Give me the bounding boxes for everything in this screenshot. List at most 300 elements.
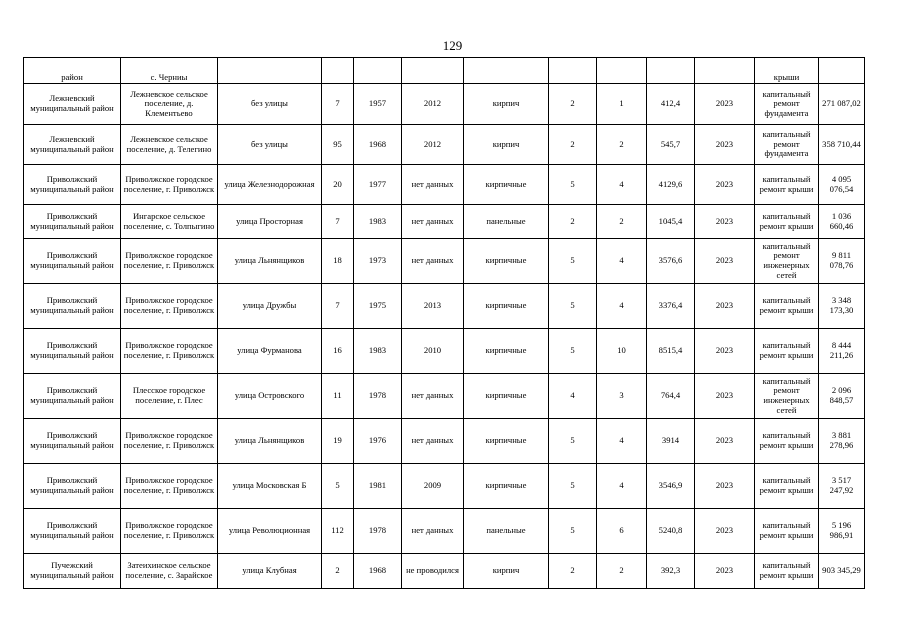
cell-text: кирпичные (485, 178, 527, 189)
cell-cost (819, 374, 865, 419)
cell-text: улица Московская Б (232, 480, 307, 491)
cell-entrances (597, 84, 647, 125)
cell-street (218, 205, 322, 239)
cell-text: 1045,4 (658, 215, 683, 226)
cell-walls (464, 464, 549, 509)
cell-text: 3914 (661, 435, 680, 446)
cell-text: капитальный ремонт крыши (759, 173, 814, 194)
cell-area (647, 284, 695, 329)
cell-text: 545,7 (660, 138, 681, 149)
cell-entrances (597, 165, 647, 205)
cell-text: Лежневский муниципальный район (30, 133, 114, 154)
cell-text: капитальный ремонт крыши (759, 430, 814, 450)
cell-walls (464, 84, 549, 125)
cell-area (647, 509, 695, 554)
cell-text: 412,4 (660, 98, 681, 109)
cell-text: Приволжское городское поселение, г. Приволжск (123, 340, 215, 360)
cell-text: 2 (335, 565, 340, 576)
cell-entrances (597, 58, 647, 84)
cell-text: Приволжское городское поселение, г. Приволжск (123, 295, 215, 315)
cell-text: улица Железнодорожная (224, 178, 315, 189)
cell-text: 764,4 (660, 390, 681, 401)
cell-cost (819, 58, 865, 84)
cell-work-type (755, 464, 819, 509)
cell-text: капитальный ремонт крыши (759, 475, 814, 495)
cell-text: нет данных (411, 390, 454, 401)
cell-text: улица Льнянщиков (234, 255, 305, 266)
cell-district (24, 554, 121, 589)
cell-text: кирпич (492, 98, 520, 109)
cell-area (647, 554, 695, 589)
cell-text: район (61, 72, 83, 83)
cell-text: капитальный ремонт инженерных сетей (762, 375, 811, 415)
cell-text: 1 036 660,46 (829, 210, 854, 231)
cell-settlement (121, 58, 218, 84)
cell-walls (464, 165, 549, 205)
cell-text: капитальный ремонт инженерных сетей (762, 240, 811, 280)
cell-year-built (354, 509, 402, 554)
cell-text: 2 (570, 565, 575, 576)
cell-area (647, 239, 695, 284)
cell-text: Приволжский муниципальный район (30, 385, 114, 405)
cell-district (24, 464, 121, 509)
cell-cost (819, 554, 865, 589)
cell-walls (464, 329, 549, 374)
cell-house (322, 419, 354, 464)
cell-text: 2 (619, 565, 624, 576)
cell-entrances (597, 554, 647, 589)
cell-plan-year (695, 58, 755, 84)
cell-plan-year (695, 125, 755, 165)
cell-text: 3376,4 (658, 300, 683, 311)
cell-text: Приволжский муниципальный район (30, 295, 114, 315)
cell-text: 5 (570, 255, 575, 266)
cell-year-repair (402, 374, 464, 419)
cell-street (218, 165, 322, 205)
cell-text: Лежневское сельское поселение, д. Телегино (126, 133, 212, 154)
cell-house (322, 58, 354, 84)
cell-work-type (755, 205, 819, 239)
cell-district (24, 165, 121, 205)
cell-floors (549, 84, 597, 125)
cell-settlement (121, 205, 218, 239)
cell-settlement (121, 284, 218, 329)
cell-text: Ингарское сельское поселение, с. Толпыгино (123, 210, 215, 231)
cell-text: нет данных (411, 435, 454, 446)
cell-year-built (354, 284, 402, 329)
cell-text: кирпичные (485, 345, 527, 356)
cell-settlement (121, 84, 218, 125)
cell-text: капитальный ремонт крыши (759, 560, 814, 580)
cell-entrances (597, 374, 647, 419)
cell-text: 2023 (715, 480, 734, 491)
cell-entrances (597, 239, 647, 284)
cell-work-type (755, 165, 819, 205)
cell-text: 112 (331, 525, 344, 536)
cell-text: 4 095 076,54 (829, 173, 854, 194)
cell-walls (464, 374, 549, 419)
cell-year-repair (402, 554, 464, 589)
cell-text: 8 444 211,26 (829, 340, 854, 360)
cell-text: 1 (619, 98, 624, 109)
cell-district (24, 125, 121, 165)
cell-entrances (597, 329, 647, 374)
cell-text: 2 (570, 215, 575, 226)
cell-text: 4 (570, 390, 575, 401)
table-row (24, 419, 865, 464)
cell-text: 2023 (715, 390, 734, 401)
cell-year-built (354, 239, 402, 284)
cell-text: 2023 (715, 178, 734, 189)
cell-text: капитальный ремонт фундамента (762, 88, 811, 118)
cell-cost (819, 464, 865, 509)
table-row (24, 239, 865, 284)
cell-floors (549, 374, 597, 419)
cell-text: 19 (333, 435, 342, 446)
cell-text: Затеихинское сельское поселение, с. Зарайское (125, 560, 213, 580)
cell-text: нет данных (411, 525, 454, 536)
cell-text: 5 (570, 480, 575, 491)
cell-street (218, 284, 322, 329)
cell-text: 2 096 848,57 (829, 385, 854, 405)
cell-plan-year (695, 419, 755, 464)
cell-entrances (597, 419, 647, 464)
cell-text: 4129,6 (658, 178, 683, 189)
cell-year-repair (402, 239, 464, 284)
cell-text: 271 087,02 (822, 98, 861, 109)
cell-settlement (121, 329, 218, 374)
cell-text: 2013 (423, 300, 442, 311)
table-row (24, 125, 865, 165)
cell-text: кирпичные (485, 435, 527, 446)
cell-district (24, 205, 121, 239)
cell-cost (819, 165, 865, 205)
cell-area (647, 165, 695, 205)
cell-text: нет данных (411, 215, 454, 226)
cell-year-repair (402, 284, 464, 329)
cell-work-type (755, 125, 819, 165)
cell-text: 3546,9 (658, 480, 683, 491)
cell-text: Лежневское сельское поселение, д. Клементьево (130, 88, 208, 118)
cell-street (218, 464, 322, 509)
cell-text: улица Революционная (228, 525, 311, 536)
cell-year-built (354, 58, 402, 84)
cell-area (647, 205, 695, 239)
cell-entrances (597, 284, 647, 329)
cell-text: 1983 (368, 345, 387, 356)
cell-text: Приволжское городское поселение, г. Приволжск (123, 250, 215, 270)
cell-text: 3 348 173,30 (829, 295, 854, 315)
cell-year-repair (402, 84, 464, 125)
cell-street (218, 329, 322, 374)
cell-street (218, 125, 322, 165)
cell-area (647, 84, 695, 125)
cell-floors (549, 509, 597, 554)
cell-plan-year (695, 284, 755, 329)
cell-text: кирпичные (485, 300, 527, 311)
table-row (24, 509, 865, 554)
cell-walls (464, 205, 549, 239)
cell-year-repair (402, 464, 464, 509)
cell-text: кирпичные (485, 480, 527, 491)
cell-year-built (354, 464, 402, 509)
cell-text: 5 (570, 525, 575, 536)
cell-walls (464, 239, 549, 284)
cell-text: 16 (333, 345, 342, 356)
cell-text: 3 517 247,92 (829, 475, 854, 495)
cell-plan-year (695, 329, 755, 374)
cell-floors (549, 165, 597, 205)
table-row (24, 329, 865, 374)
cell-year-built (354, 125, 402, 165)
cell-cost (819, 329, 865, 374)
cell-settlement (121, 509, 218, 554)
cell-house (322, 239, 354, 284)
cell-plan-year (695, 374, 755, 419)
cell-year-repair (402, 419, 464, 464)
cell-text: Лежневский муниципальный район (30, 93, 114, 113)
cell-text: 5 (570, 345, 575, 356)
cell-text: Приволжское городское поселение, г. Приволжск (123, 430, 215, 450)
cell-settlement (121, 165, 218, 205)
cell-text: кирпич (492, 565, 520, 576)
cell-text: панельные (486, 525, 526, 536)
cell-text: 18 (333, 255, 342, 266)
cell-entrances (597, 509, 647, 554)
cell-text: нет данных (411, 178, 454, 189)
cell-house (322, 464, 354, 509)
cell-year-repair (402, 165, 464, 205)
cell-cost (819, 239, 865, 284)
cell-text: 2023 (715, 255, 734, 266)
cell-text: 4 (619, 300, 624, 311)
cell-entrances (597, 205, 647, 239)
cell-street (218, 58, 322, 84)
cell-plan-year (695, 205, 755, 239)
cell-text: 5 (335, 480, 340, 491)
cell-area (647, 374, 695, 419)
cell-text: 1968 (368, 565, 387, 576)
cell-text: кирпич (492, 138, 520, 149)
cell-text: 2 (570, 98, 575, 109)
cell-text: 2023 (715, 138, 734, 149)
cell-year-repair (402, 58, 464, 84)
cell-district (24, 58, 121, 84)
cell-text: 7 (335, 98, 340, 109)
cell-district (24, 239, 121, 284)
cell-walls (464, 509, 549, 554)
cell-text: 4 (619, 255, 624, 266)
cell-text: 4 (619, 435, 624, 446)
cell-work-type (755, 554, 819, 589)
cell-area (647, 419, 695, 464)
cell-house (322, 125, 354, 165)
cell-year-repair (402, 205, 464, 239)
cell-floors (549, 419, 597, 464)
cell-floors (549, 125, 597, 165)
cell-text: кирпичные (485, 390, 527, 401)
cell-text: 2023 (715, 435, 734, 446)
cell-plan-year (695, 84, 755, 125)
cell-text: 6 (619, 525, 624, 536)
cell-settlement (121, 464, 218, 509)
cell-text: 1957 (368, 98, 387, 109)
cell-text: 20 (333, 178, 342, 189)
cell-text: Приволжское городское поселение, г. Приволжск (123, 475, 215, 495)
cell-text: без улицы (251, 138, 288, 149)
cell-work-type (755, 419, 819, 464)
cell-district (24, 419, 121, 464)
cell-settlement (121, 125, 218, 165)
cell-text: 2010 (423, 345, 442, 356)
cell-work-type (755, 509, 819, 554)
cell-text: улица Островского (234, 390, 305, 401)
cell-text: 1973 (368, 255, 387, 266)
cell-work-type (755, 329, 819, 374)
cell-text: 2023 (715, 345, 734, 356)
cell-text: Пучежский муниципальный район (30, 560, 114, 580)
cell-floors (549, 284, 597, 329)
cell-text: 2023 (715, 565, 734, 576)
cell-text: 7 (335, 215, 340, 226)
cell-entrances (597, 125, 647, 165)
cell-text: 2 (570, 138, 575, 149)
cell-work-type (755, 58, 819, 84)
cell-text: 1978 (368, 390, 387, 401)
cell-year-built (354, 419, 402, 464)
cell-text: 4 (619, 178, 624, 189)
cell-text: улица Дружбы (242, 300, 297, 311)
cell-floors (549, 239, 597, 284)
cell-text: 2009 (423, 480, 442, 491)
cell-text: 1983 (368, 215, 387, 226)
cell-walls (464, 419, 549, 464)
cell-area (647, 125, 695, 165)
table-row (24, 464, 865, 509)
cell-text: 10 (617, 345, 626, 356)
cell-year-built (354, 554, 402, 589)
cell-text: 2 (619, 138, 624, 149)
cell-text: 4 (619, 480, 624, 491)
cell-text: кирпичные (485, 255, 527, 266)
cell-text: крыши (773, 72, 800, 83)
table-row (24, 165, 865, 205)
cell-text: 2023 (715, 300, 734, 311)
cell-house (322, 165, 354, 205)
cell-street (218, 419, 322, 464)
cell-walls (464, 554, 549, 589)
cell-text: капитальный ремонт крыши (759, 295, 814, 315)
cell-year-repair (402, 509, 464, 554)
cell-text: 3 (619, 390, 624, 401)
cell-text: 5 (570, 300, 575, 311)
cell-text: 358 710,44 (822, 138, 861, 149)
cell-year-repair (402, 125, 464, 165)
cell-text: 95 (333, 138, 342, 149)
cell-year-built (354, 165, 402, 205)
cell-text: Приволжский муниципальный район (30, 475, 114, 495)
cell-year-built (354, 374, 402, 419)
cell-text: капитальный ремонт крыши (759, 520, 814, 540)
cell-settlement (121, 419, 218, 464)
cell-work-type (755, 84, 819, 125)
cell-house (322, 554, 354, 589)
cell-floors (549, 58, 597, 84)
cell-text: не проводился (406, 565, 459, 576)
cell-text: Приволжский муниципальный район (30, 210, 114, 231)
cell-floors (549, 329, 597, 374)
table-row (24, 58, 865, 84)
cell-text: улица Льнянщиков (234, 435, 305, 446)
cell-text: 1976 (368, 435, 387, 446)
cell-text: без улицы (251, 98, 288, 109)
cell-text: 5 (570, 435, 575, 446)
cell-walls (464, 284, 549, 329)
table-row (24, 284, 865, 329)
table-row (24, 374, 865, 419)
cell-text: 5 196 986,91 (829, 520, 854, 540)
page-number: 129 (442, 38, 463, 53)
cell-text: Приволжское городское поселение, г. Приволжск (123, 173, 215, 194)
cell-text: 2012 (423, 98, 442, 109)
cell-plan-year (695, 464, 755, 509)
cell-street (218, 84, 322, 125)
cell-text: Приволжский муниципальный район (30, 340, 114, 360)
cell-plan-year (695, 554, 755, 589)
housing-repair-table (23, 57, 865, 589)
cell-text: 3 881 278,96 (829, 430, 854, 450)
cell-text: 9 811 078,76 (829, 250, 854, 270)
cell-year-built (354, 205, 402, 239)
cell-street (218, 509, 322, 554)
cell-floors (549, 205, 597, 239)
cell-text: 1978 (368, 525, 387, 536)
cell-text: нет данных (411, 255, 454, 266)
cell-text: капитальный ремонт фундамента (762, 129, 811, 159)
cell-text: 8515,4 (658, 345, 683, 356)
cell-house (322, 509, 354, 554)
cell-text: 11 (333, 390, 342, 401)
cell-text: улица Клубная (242, 565, 297, 576)
cell-house (322, 205, 354, 239)
cell-district (24, 329, 121, 374)
cell-text: 2023 (715, 98, 734, 109)
cell-house (322, 284, 354, 329)
cell-cost (819, 205, 865, 239)
cell-text: 1977 (368, 178, 387, 189)
cell-text: 392,3 (660, 565, 681, 576)
cell-street (218, 554, 322, 589)
cell-text: капитальный ремонт крыши (759, 210, 814, 231)
cell-text: 2023 (715, 525, 734, 536)
cell-text: Приволжский муниципальный район (30, 173, 114, 194)
cell-year-built (354, 329, 402, 374)
cell-street (218, 239, 322, 284)
cell-floors (549, 554, 597, 589)
cell-district (24, 509, 121, 554)
cell-text: с. Черниы (150, 72, 188, 83)
cell-district (24, 374, 121, 419)
table-row (24, 205, 865, 239)
cell-walls (464, 125, 549, 165)
cell-text: улица Просторная (236, 215, 303, 226)
cell-text: 1975 (368, 300, 387, 311)
table-row (24, 84, 865, 125)
cell-floors (549, 464, 597, 509)
cell-district (24, 284, 121, 329)
cell-plan-year (695, 239, 755, 284)
cell-settlement (121, 374, 218, 419)
